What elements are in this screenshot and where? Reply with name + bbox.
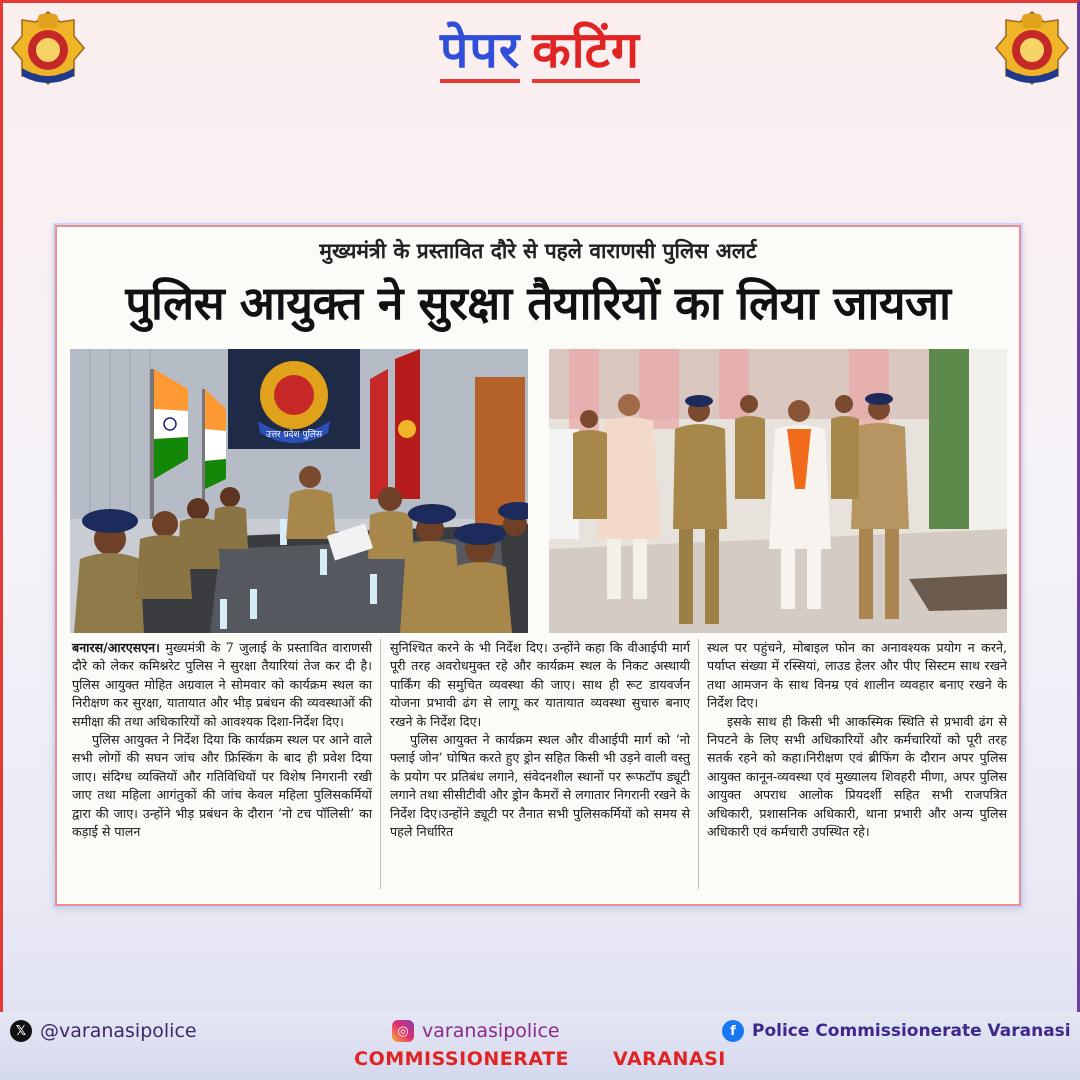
x-icon: 𝕏: [10, 1020, 32, 1042]
article-column-3: [707, 639, 1007, 841]
instagram-handle-text: varanasipolice: [422, 1020, 560, 1042]
meeting-photo: [70, 349, 528, 633]
x-handle-text: @varanasipolice: [40, 1020, 197, 1042]
clipping-subheadline: मुख्यमंत्री के प्रस्तावित दौरे से पहले वाराणसी पुलिस अलर्ट: [319, 239, 757, 263]
page-title-part2: कटिंग: [532, 21, 640, 83]
footer-brand-word2: VARANASI: [613, 1048, 726, 1070]
instagram-icon: ◎: [392, 1020, 414, 1042]
clipping-headline: पुलिस आयुक्त ने सुरक्षा तैयारियों का लिया जायजा: [125, 276, 951, 330]
facebook-page-text: Police Commissionerate Varanasi: [752, 1021, 1071, 1041]
article-paragraph: स्थल पर पहुंचने, मोबाइल फोन का अनावश्यक प्रयोग न करने, पर्याप्त संख्या में रस्सियां, लाउड हेलर और पीए सिस्टम साथ रखने तथा आमजन के साथ विनम्र एवं शालीन व्यवहार बनाए रखने के निर्देश दिए।: [707, 640, 1007, 711]
article-paragraph: मुख्यमंत्री के 7 जुलाई के प्रस्तावित वाराणसी दौरे को लेकर कमिश्नरेट पुलिस ने सुरक्षा तैयारियां तेज कर दी है। पुलिस आयुक्त मोहित अग्रवाल ने सोमवार को कार्यक्रम स्थल का निरीक्षण कर सुरक्षा, यातायात और भीड़ प्रबंधन की व्यवस्थाओं की समीक्षा की तथा अधिकारियों को आवश्यक दिशा-निर्देश दिए।: [72, 640, 372, 729]
article-paragraph: पुलिस आयुक्त ने निर्देश दिया कि कार्यक्रम स्थल पर आने वाले सभी लोगों की सघन जांच और फ्रिस्किंग के बाद ही प्रवेश दिया जाए। संदिग्ध व्यक्तियों और गतिविधियों पर विशेष निगरानी रखी जाए तथा महिला आगंतुकों की जांच केवल महिला पुलिसकर्मियों द्वारा की जाए। उन्होंने भीड़ प्रबंधन के दौरान ‘नो टच पॉलिसी’ का कड़ाई से पालन: [72, 732, 372, 840]
footer-brand-word1: COMMISSIONERATE: [354, 1048, 570, 1070]
article-column-2: [390, 639, 690, 841]
article-column-1: [72, 639, 372, 841]
footer-brand: [0, 1048, 1080, 1070]
page-title-part1: पेपर: [440, 21, 520, 83]
article-paragraph: सुनिश्चित करने के भी निर्देश दिए। उन्होंने कहा कि वीआईपी मार्ग पूरी तरह अवरोधमुक्त रहे और कार्यक्रम स्थल के निकट अस्थायी पार्किंग की समुचित व्यवस्था की जाए। साथ ही रूट डायवर्जन योजना प्रभावी ढंग से लागू कर यातायात व्यवस्था सुचारु बनाए रखने के निर्देश दिए।: [390, 640, 690, 729]
article-paragraph: पुलिस आयुक्त ने कार्यक्रम स्थल और वीआईपी मार्ग को ‘नो फ्लाई जोन’ घोषित करते हुए ड्रोन सहित किसी भी उड़ने वाली वस्तु के प्रयोग पर प्रतिबंध लगाने, संवेदनशील स्थानों पर रूफटॉप ड्यूटी लगाने तथा सीसीटीवी और ड्रोन कैमरों से लगातार निगरानी रखने के निर्देश दिए।उन्होंने ड्यूटी पर तैनात सभी पुलिसकर्मियों को समय से पहले निर्धारित: [390, 732, 690, 840]
article-paragraph: इसके साथ ही किसी भी आकस्मिक स्थिति से प्रभावी ढंग से निपटने के लिए सभी अधिकारियों और कर्मचारियों को पूरी तरह सतर्क रहने को कहा।निरीक्षण एवं ब्रीफिंग के दौरान अपर पुलिस आयुक्त कानून-व्यवस्था एवं मुख्यालय शिवहरी मीणा, अपर पुलिस आयुक्त अपराध आलोक प्रियदर्शी सहित सभी राजपत्रित अधिकारी, प्रशासनिक अधिकारी, थाना प्रभारी और अन्य पुलिस अधिकारी एवं कर्मचारी उपस्थित रहे।: [707, 713, 1007, 840]
facebook-page-link[interactable]: [722, 1020, 1071, 1042]
article-dateline: बनारस/आरएसएन।: [72, 640, 160, 655]
column-divider: [380, 639, 381, 889]
social-footer: [0, 1012, 1080, 1080]
column-divider: [698, 639, 699, 889]
newspaper-clipping: [55, 225, 1021, 906]
x-handle-link[interactable]: [10, 1020, 197, 1042]
emblem-sign-text: उत्तर प्रदेश पुलिस: [265, 430, 323, 440]
page-title: [0, 14, 1080, 82]
facebook-icon: f: [722, 1020, 744, 1042]
inspection-photo: [549, 349, 1007, 633]
instagram-handle-link[interactable]: [392, 1020, 560, 1042]
